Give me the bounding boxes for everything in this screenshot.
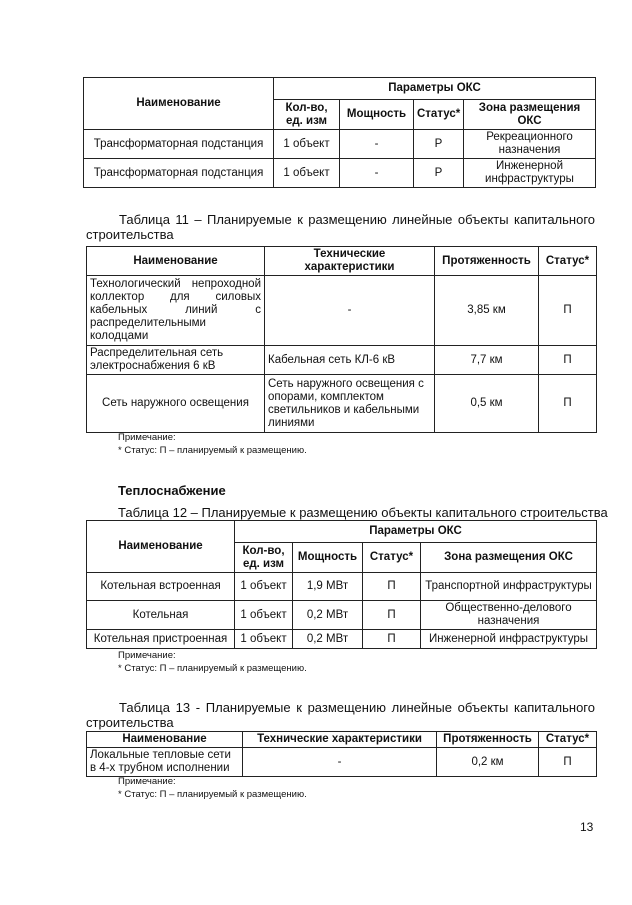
cell-power: 1,9 МВт	[293, 573, 363, 601]
header-qty: Кол-во, ед. изм	[235, 543, 293, 573]
cell-name: Трансформаторная подстанция	[84, 130, 274, 159]
table-row	[87, 601, 597, 630]
cell-name: Распределительная сеть электроснабжения 6 кВ	[87, 346, 265, 375]
cell-qty: 1 объект	[274, 159, 340, 188]
cell-power: 0,2 МВт	[293, 630, 363, 649]
cell-length: 3,85 км	[435, 276, 539, 346]
cell-length: 0,2 км	[437, 748, 539, 777]
cell-qty: 1 объект	[235, 630, 293, 649]
cell-length: 0,5 км	[435, 375, 539, 433]
cell-name: Трансформаторная подстанция	[84, 159, 274, 188]
cell-zone: Инженерной инфраструктуры	[464, 159, 596, 188]
table11	[86, 246, 597, 433]
header-zone: Зона размещения ОКС	[421, 543, 597, 573]
header-name: Наименование	[87, 247, 265, 276]
cell-tech: -	[243, 748, 437, 777]
header-oks-params: Параметры ОКС	[235, 521, 597, 543]
table13-note-title: Примечание:	[118, 776, 176, 787]
cell-tech: -	[265, 276, 435, 346]
table12	[86, 520, 597, 649]
table12-note-title: Примечание:	[118, 650, 176, 661]
table-row	[84, 159, 596, 188]
header-oks-params: Параметры ОКС	[274, 78, 596, 100]
cell-tech: Кабельная сеть КЛ-6 кВ	[265, 346, 435, 375]
table-row	[87, 630, 597, 649]
header-name: Наименование	[87, 521, 235, 573]
table-row	[87, 276, 597, 346]
cell-status: П	[363, 601, 421, 630]
cell-status: П	[539, 748, 597, 777]
cell-status: Р	[414, 130, 464, 159]
page-number: 13	[580, 820, 594, 834]
cell-zone: Транспортной инфраструктуры	[421, 573, 597, 601]
table-row	[84, 130, 596, 159]
header-length: Протяженность	[437, 732, 539, 748]
cell-qty: 1 объект	[274, 130, 340, 159]
header-status: Статус*	[363, 543, 421, 573]
header-qty: Кол-во, ед. изм	[274, 100, 340, 130]
cell-name: Котельная пристроенная	[87, 630, 235, 649]
cell-status: П	[363, 630, 421, 649]
table13	[86, 731, 597, 777]
cell-status: П	[539, 346, 597, 375]
cell-length: 7,7 км	[435, 346, 539, 375]
header-status: Статус*	[414, 100, 464, 130]
cell-name: Котельная	[87, 601, 235, 630]
table11-note-title: Примечание:	[118, 432, 176, 443]
cell-status: П	[363, 573, 421, 601]
table11-note-text: * Статус: П – планируемый к размещению.	[118, 445, 307, 456]
cell-qty: 1 объект	[235, 601, 293, 630]
cell-name: Котельная встроенная	[87, 573, 235, 601]
cell-power: 0,2 МВт	[293, 601, 363, 630]
cell-qty: 1 объект	[235, 573, 293, 601]
cell-name: Локальные тепловые сети в 4-х трубном исполнении	[87, 748, 243, 777]
cell-zone: Рекреационного назначения	[464, 130, 596, 159]
header-power: Мощность	[293, 543, 363, 573]
header-length: Протяженность	[435, 247, 539, 276]
header-name: Наименование	[87, 732, 243, 748]
header-zone: Зона размещения ОКС	[464, 100, 596, 130]
cell-status: П	[539, 375, 597, 433]
cell-name: Сеть наружного освещения	[87, 375, 265, 433]
cell-status: П	[539, 276, 597, 346]
cell-zone: Общественно-делового назначения	[421, 601, 597, 630]
cell-zone: Инженерной инфраструктуры	[421, 630, 597, 649]
cell-status: Р	[414, 159, 464, 188]
header-status: Статус*	[539, 732, 597, 748]
table12-caption: Таблица 12 – Планируемые к размещению объекты капитального строительства	[118, 505, 608, 520]
table13-caption: Таблица 13 - Планируемые к размещению линейные объекты капитального строительства	[86, 700, 595, 730]
cell-name: Технологический непроходной коллектор для силовых кабельных линий с распределительными колодцами	[87, 276, 265, 346]
table12-note-text: * Статус: П – планируемый к размещению.	[118, 663, 307, 674]
table13-note-text: * Статус: П – планируемый к размещению.	[118, 789, 307, 800]
section-heading: Теплоснабжение	[118, 483, 226, 498]
oks-parameters-table-top	[83, 77, 596, 188]
table-row	[87, 375, 597, 433]
cell-tech: Сеть наружного освещения с опорами, комплектом светильников и кабельными линиями	[265, 375, 435, 433]
table-row	[87, 748, 597, 777]
cell-power: -	[340, 159, 414, 188]
table-row	[87, 573, 597, 601]
header-tech: Технические характеристики	[265, 247, 435, 276]
table11-caption: Таблица 11 – Планируемые к размещению линейные объекты капитального строительства	[86, 212, 595, 242]
header-status: Статус*	[539, 247, 597, 276]
header-tech: Технические характеристики	[243, 732, 437, 748]
table-row	[87, 346, 597, 375]
cell-power: -	[340, 130, 414, 159]
header-power: Мощность	[340, 100, 414, 130]
header-name: Наименование	[84, 78, 274, 130]
